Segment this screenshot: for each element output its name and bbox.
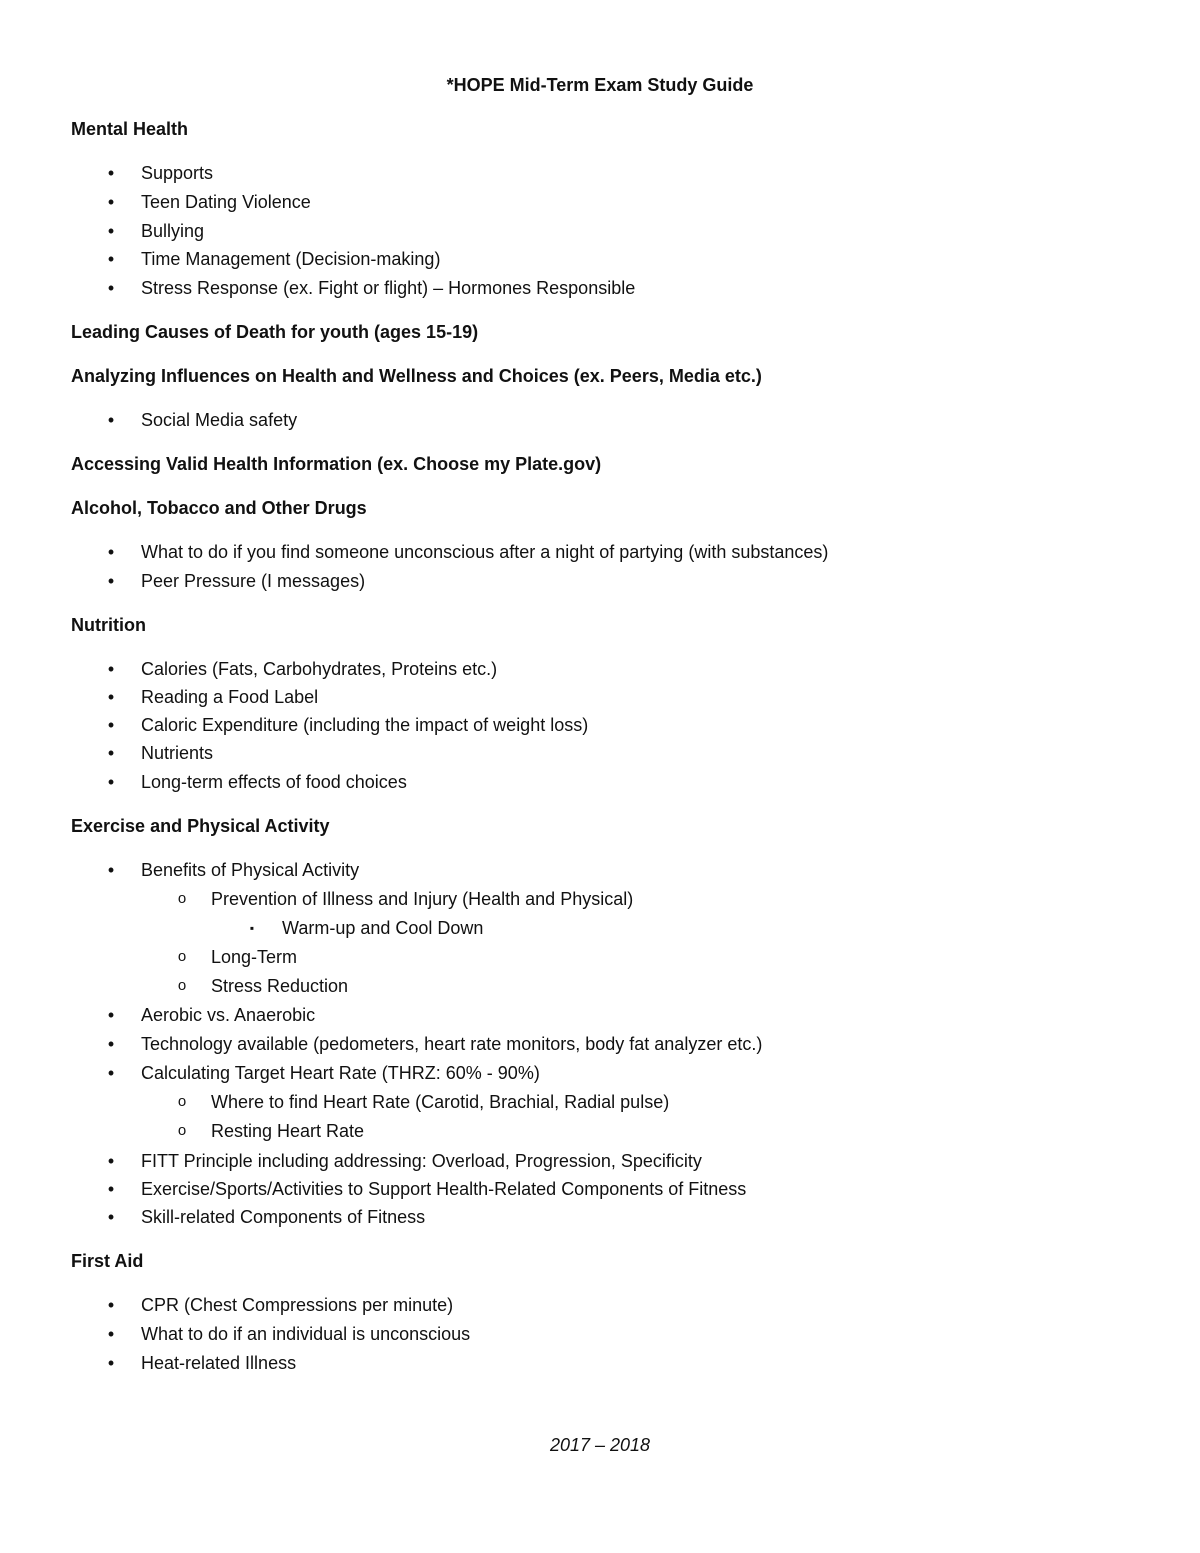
list-item: Teen Dating Violence	[141, 192, 311, 212]
sub-list-item: Long-Term	[211, 947, 298, 967]
section-heading-mental-health: Mental Health	[71, 119, 189, 139]
list-item: Exercise/Sports/Activities to Support Health-Related Components of Fitness	[141, 1179, 747, 1199]
sub-list-item: Prevention of Illness and Injury (Health and Physical)	[211, 889, 634, 909]
list-item: Calories (Fats, Carbohydrates, Proteins etc.)	[141, 659, 498, 679]
section-heading-nutrition: Nutrition	[71, 615, 146, 635]
bullet-icon: •	[107, 659, 115, 679]
bullet-icon: •	[107, 278, 115, 298]
list-item: Benefits of Physical Activity	[141, 860, 360, 880]
section-heading-influences: Analyzing Influences on Health and Wellness and Choices (ex. Peers, Media etc.)	[71, 366, 762, 386]
bullet-icon: •	[107, 1207, 115, 1227]
section-heading-atod: Alcohol, Tobacco and Other Drugs	[71, 498, 367, 518]
bullet-icon: •	[107, 1324, 115, 1344]
list-item: Peer Pressure (I messages)	[141, 571, 366, 591]
bullet-icon: •	[107, 571, 115, 591]
list-item: Bullying	[141, 221, 205, 241]
sub-bullet-icon: o	[177, 977, 187, 994]
bullet-icon: •	[107, 1295, 115, 1315]
bullet-icon: •	[107, 772, 115, 792]
list-item: Time Management (Decision-making)	[141, 249, 441, 269]
list-item: Supports	[141, 163, 214, 183]
sub-bullet-icon: o	[177, 1093, 187, 1110]
list-item: What to do if you find someone unconscious after a night of partying (with substances)	[141, 542, 829, 562]
section-heading-first-aid: First Aid	[71, 1251, 144, 1271]
bullet-icon: •	[107, 192, 115, 212]
document-title: *HOPE Mid-Term Exam Study Guide	[446, 75, 754, 95]
bullet-icon: •	[107, 1179, 115, 1199]
list-item: Social Media safety	[141, 410, 298, 430]
bullet-icon: •	[107, 249, 115, 269]
list-item: Skill-related Components of Fitness	[141, 1207, 426, 1227]
list-item: Aerobic vs. Anaerobic	[141, 1005, 316, 1025]
list-item: Nutrients	[141, 743, 214, 763]
bullet-icon: •	[107, 542, 115, 562]
sub-list-item: Resting Heart Rate	[211, 1121, 365, 1141]
bullet-icon: •	[107, 221, 115, 241]
document-footer: 2017 – 2018	[549, 1435, 651, 1455]
bullet-icon: •	[107, 1353, 115, 1373]
list-item: Caloric Expenditure (including the impact of weight loss)	[141, 715, 589, 735]
sub-bullet-icon: o	[177, 1122, 187, 1139]
list-item: What to do if an individual is unconscious	[141, 1324, 471, 1344]
list-item: FITT Principle including addressing: Overload, Progression, Specificity	[141, 1151, 702, 1171]
section-heading-valid-info: Accessing Valid Health Information (ex. Choose my Plate.gov)	[71, 454, 602, 474]
bullet-icon: •	[107, 1034, 115, 1054]
sub-bullet-icon: o	[177, 890, 187, 907]
list-item: Calculating Target Heart Rate (THRZ: 60% - 90%)	[141, 1063, 540, 1083]
bullet-icon: •	[107, 743, 115, 763]
bullet-icon: •	[107, 410, 115, 430]
sub-bullet-icon: o	[177, 948, 187, 965]
list-item: Technology available (pedometers, heart rate monitors, body fat analyzer etc.)	[141, 1034, 763, 1054]
list-item: Reading a Food Label	[141, 687, 319, 707]
bullet-icon: •	[107, 1063, 115, 1083]
sub-list-item: Stress Reduction	[211, 976, 349, 996]
bullet-icon: •	[107, 1005, 115, 1025]
square-bullet-icon: ▪	[249, 921, 255, 935]
list-item: Long-term effects of food choices	[141, 772, 407, 792]
sub-sub-list-item: Warm-up and Cool Down	[282, 918, 484, 938]
list-item: CPR (Chest Compressions per minute)	[141, 1295, 454, 1315]
bullet-icon: •	[107, 163, 115, 183]
bullet-icon: •	[107, 687, 115, 707]
list-item: Heat-related Illness	[141, 1353, 297, 1373]
bullet-icon: •	[107, 715, 115, 735]
section-heading-leading-causes: Leading Causes of Death for youth (ages 15-19)	[71, 322, 479, 342]
bullet-icon: •	[107, 1151, 115, 1171]
bullet-icon: •	[107, 860, 115, 880]
sub-list-item: Where to find Heart Rate (Carotid, Brachial, Radial pulse)	[211, 1092, 670, 1112]
list-item: Stress Response (ex. Fight or flight) – Hormones Responsible	[141, 278, 636, 298]
section-heading-exercise: Exercise and Physical Activity	[71, 816, 330, 836]
